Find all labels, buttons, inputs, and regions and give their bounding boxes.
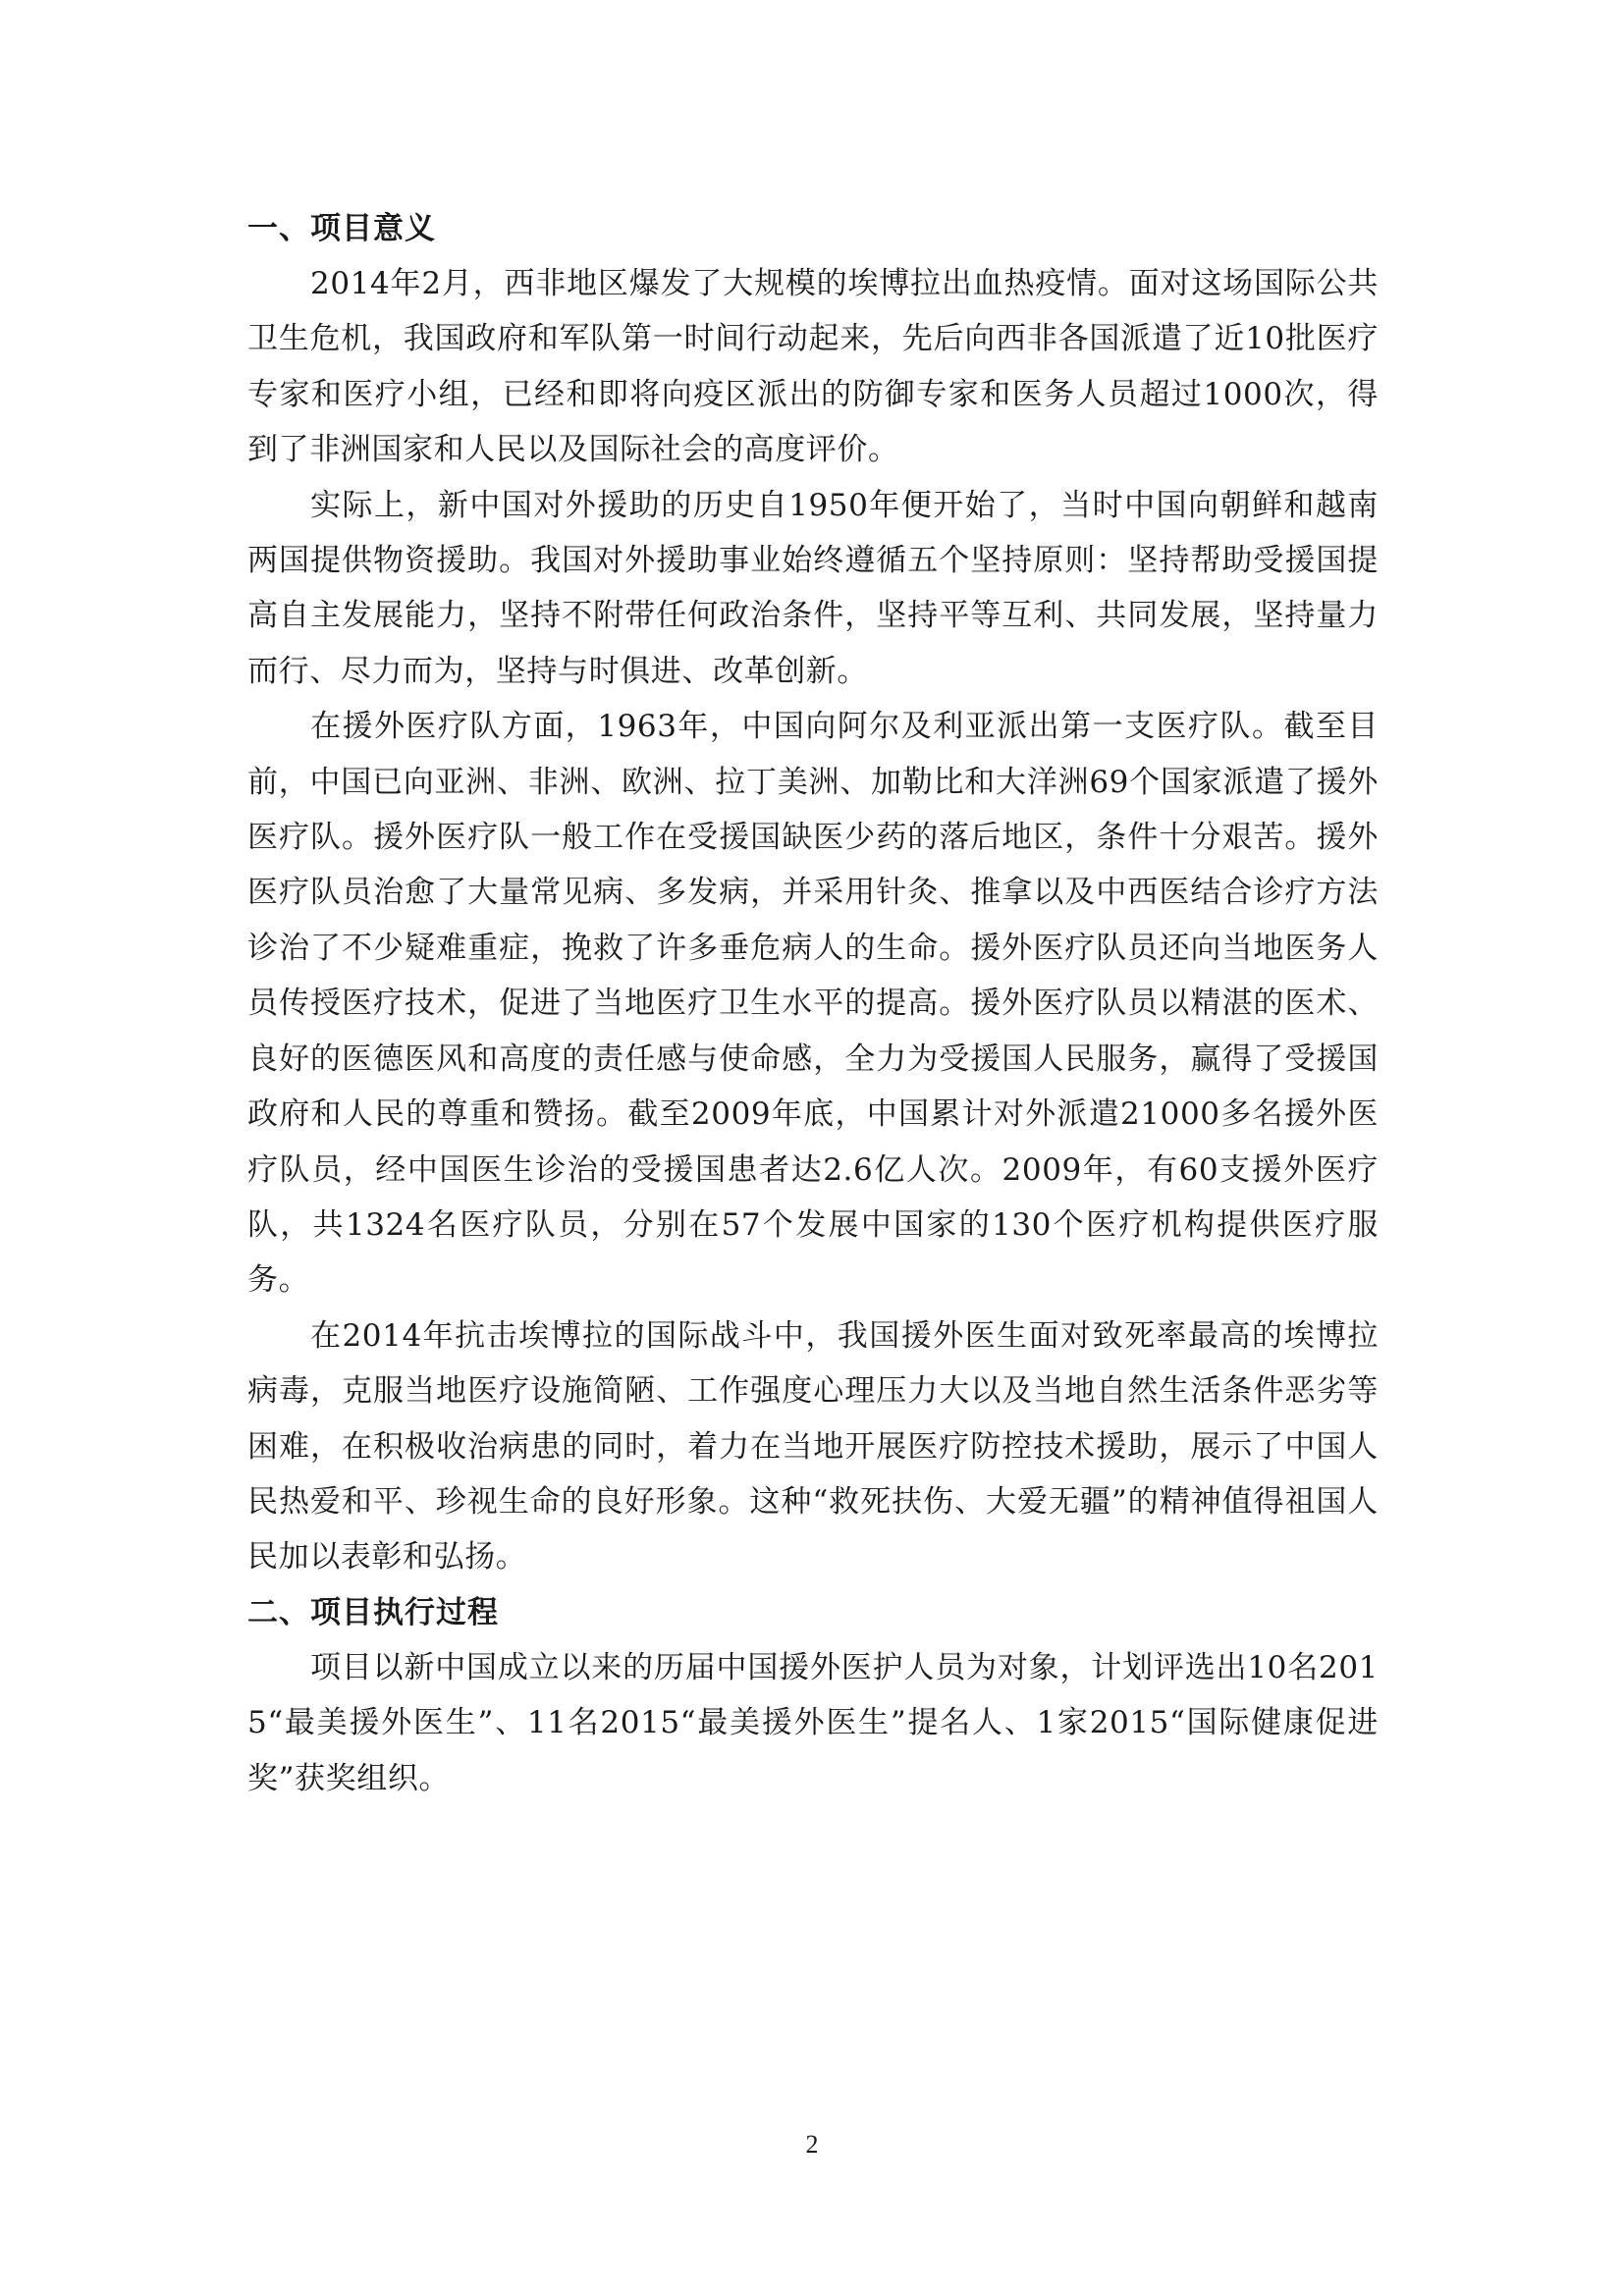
paragraph-ebola-fight: 在2014年抗击埃博拉的国际战斗中，我国援外医生面对致死率最高的埃博拉病毒，克服当地医疗设施简陋、工作强度心理压力大以及当地自然生活条件恶劣等困难，在积极收治病患的同时，着力在当地开展医疗防控技术援助，展示了中国人民热爱和平、珍视生命的良好形象。这种“救死扶伤、大爱无疆”的精神值得祖国人民加以表彰和弘扬。 <box>247 1317 1379 1575</box>
page-number: 2 <box>805 2130 819 2159</box>
paragraph-medical-teams: 在援外医疗队方面，1963年，中国向阿尔及利亚派出第一支医疗队。截至目前，中国已向亚洲、非洲、欧洲、拉丁美洲、加勒比和大洋洲69个国家派遣了援外医疗队。援外医疗队一般工作在受援国缺医少药的落后地区，条件十分艰苦。援外医疗队员治愈了大量常见病、多发病，并采用针灸、推拿以及中西医结合诊疗方法诊治了不少疑难重症，挽救了许多垂危病人的生命。援外医疗队员还向当地医务人员传授医疗技术，促进了当地医疗卫生水平的提高。援外医疗队员以精湛的医术、良好的医德医风和高度的责任感与使命感，全力为受援国人民服务，赢得了受援国政府和人民的尊重和赞扬。截至2009年底，中国累计对外派遣21000多名援外医疗队员，经中国医生诊治的受援国患者达2.6亿人次。2009年，有60支援外医疗队，共1324名医疗队员，分别在57个发展中国家的130个医疗机构提供医疗服务。 <box>247 709 1379 1299</box>
paragraph-ebola-outbreak: 2014年2月，西非地区爆发了大规模的埃博拉出血热疫情。面对这场国际公共卫生危机，我国政府和军队第一时间行动起来，先后向西非各国派遣了近10批医疗专家和医疗小组，已经和即将向疫区派出的防御专家和医务人员超过1000次，得到了非洲国家和人民以及国际社会的高度评价。 <box>247 266 1379 468</box>
section-heading-execution: 二、项目执行过程 <box>247 1594 499 1630</box>
paragraph-selection-plan: 项目以新中国成立以来的历届中国援外医护人员为对象，计划评选出10名2015“最美援外医生”、11名2015“最美援外医生”提名人、1家2015“国际健康促进奖”获奖组织。 <box>247 1649 1379 1796</box>
page-content <box>247 201 1379 1806</box>
paragraph-foreign-aid-history: 实际上，新中国对外援助的历史自1950年便开始了，当时中国向朝鲜和越南两国提供物资援助。我国对外援助事业始终遵循五个坚持原则：坚持帮助受援国提高自主发展能力，坚持不附带任何政治条件，坚持平等互利、共同发展，坚持量力而行、尽力而为，坚持与时俱进、改革创新。 <box>247 487 1379 689</box>
section-heading-significance: 一、项目意义 <box>247 211 436 246</box>
